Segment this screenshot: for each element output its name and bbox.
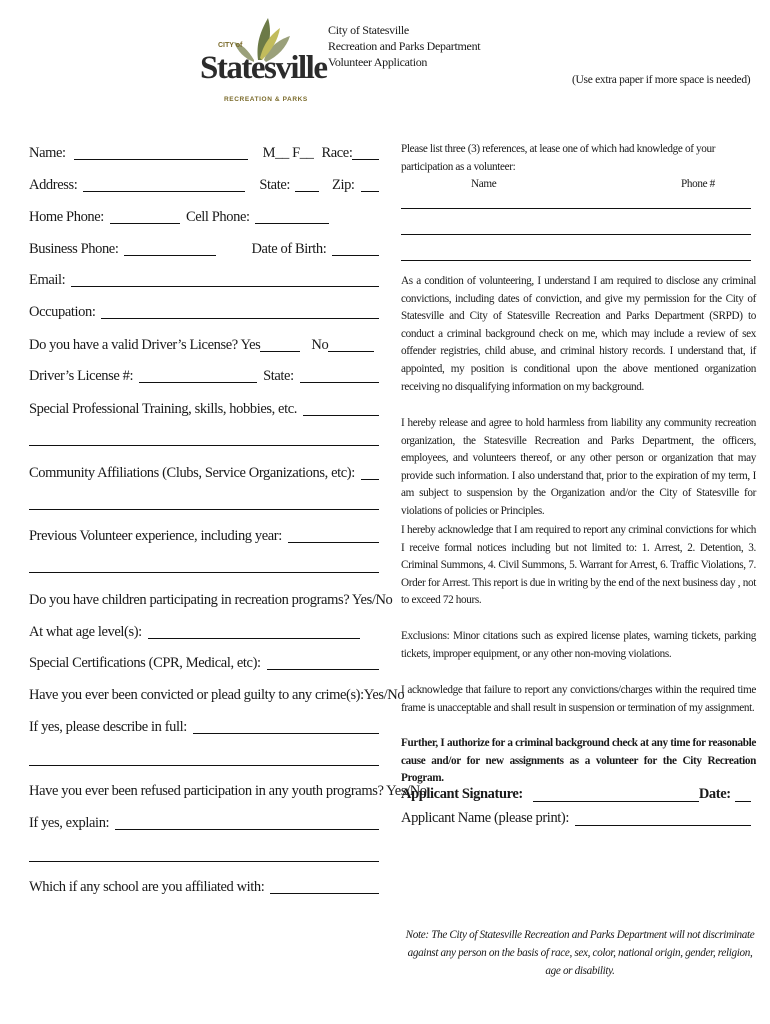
failure-paragraph: I acknowledge that failure to report any convictions/charges within the required time frame is unacceptable and shall result in suspension or termination of my assignment. bbox=[401, 684, 756, 714]
refused-question: Have you ever been refused participation in any youth programs? Yes/No bbox=[29, 783, 427, 799]
acknowledge-paragraph: I hereby acknowledge that I am required to report any criminal convictions for which I receive formal notices including but not limited to: 1. Arrest, 2. Detention, 3. Criminal Summons, 4. Civil Summons, 5. Warrant for Arrest, 6. Traffic Violations, 7. Order for Arrest. This report is due in writing by the end of the next business day , not to exceed 72 hours. bbox=[401, 524, 756, 607]
zip-field[interactable] bbox=[361, 177, 379, 192]
school-field[interactable] bbox=[270, 879, 379, 894]
training-field[interactable] bbox=[303, 401, 379, 416]
applicant-signature-field[interactable] bbox=[533, 787, 699, 802]
describe-field[interactable] bbox=[193, 719, 379, 734]
zip-label: Zip: bbox=[331, 177, 355, 193]
convicted-question: Have you ever been convicted or plead guilty to any crime(s):Yes/No bbox=[29, 687, 405, 703]
home-phone-field[interactable] bbox=[110, 209, 180, 224]
prev-volunteer-label: Previous Volunteer experience, including year: bbox=[29, 528, 282, 544]
license-number-label: Driver’s License #: bbox=[29, 368, 134, 384]
reference-line-3[interactable] bbox=[401, 260, 751, 261]
reference-line-2[interactable] bbox=[401, 234, 751, 235]
certifications-field[interactable] bbox=[267, 655, 379, 670]
authorize-paragraph: Further, I authorize for a criminal background check at any time for reasonable cause and/or for new assignments as a volunteer for the City Recreation Program. bbox=[401, 737, 756, 785]
gender-label: M__ F__ bbox=[262, 145, 314, 161]
reference-name-header: Name bbox=[471, 178, 497, 190]
statesville-logo bbox=[198, 14, 327, 110]
non-discrimination-note: Note: The City of Statesville Recreation and Parks Department will not discriminate against any person on the basis of race, sex, color, national origin, gender, religion, age or disability. bbox=[405, 929, 755, 977]
document-header bbox=[328, 22, 480, 70]
age-level-field[interactable] bbox=[148, 624, 360, 639]
training-field-line-2[interactable] bbox=[29, 445, 379, 446]
references-intro: Please list three (3) references, at lease one of which had knowledge of your participation as a volunteer: bbox=[401, 143, 716, 173]
business-phone-field[interactable] bbox=[124, 241, 216, 256]
business-phone-label: Business Phone: bbox=[29, 241, 119, 257]
cell-phone-label: Cell Phone: bbox=[185, 209, 250, 225]
license-no-label: No bbox=[311, 337, 329, 353]
release-paragraph: I hereby release and agree to hold harmless from liability any community recreation organization, the Statesville Recreation and Parks Department, the officers, employees, and volunteers thereof, or any other person or organization that may provide such information. I also understand that, prior to the expiration of my term, I am subject to suspension by the Organization and/or the City of Statesville for violations of policies or Principles. bbox=[401, 417, 756, 517]
certifications-label: Special Certifications (CPR, Medical, etc): bbox=[29, 655, 261, 671]
prev-volunteer-field-line-2[interactable] bbox=[29, 572, 379, 573]
applicant-name-label: Applicant Name (please print): bbox=[401, 810, 569, 826]
email-field[interactable] bbox=[71, 272, 379, 287]
name-label: Name: bbox=[29, 145, 66, 161]
applicant-name-field[interactable] bbox=[575, 811, 751, 826]
license-no-field[interactable] bbox=[328, 337, 374, 352]
age-level-label: At what age level(s): bbox=[29, 624, 142, 640]
name-field[interactable] bbox=[74, 145, 248, 160]
email-label: Email: bbox=[29, 272, 66, 288]
header-title: Volunteer Application bbox=[328, 55, 428, 69]
license-number-field[interactable] bbox=[139, 368, 257, 383]
training-label: Special Professional Training, skills, hobbies, etc. bbox=[29, 401, 297, 417]
logo-city-of: CITY of bbox=[218, 42, 243, 49]
home-phone-label: Home Phone: bbox=[29, 209, 104, 225]
affiliations-field-line-2[interactable] bbox=[29, 509, 379, 510]
condition-paragraph: As a condition of volunteering, I understand I am required to disclose any criminal convictions, including dates of conviction, and give my permission for the City of Statesville and City of Statesville Recreation and Parks Department (SRPD) to conduct a criminal background check on me, which may include a review of sex offender registries, child abuse, and criminal history records. I understand that, if appointed, my position is conditional upon the above mentioned organization receiving no disqualifying information on my background. bbox=[401, 275, 756, 393]
describe-label: If yes, please describe in full: bbox=[29, 719, 187, 735]
address-state-field[interactable] bbox=[295, 177, 319, 192]
affiliations-label: Community Affiliations (Clubs, Service Organizations, etc): bbox=[29, 465, 355, 481]
signature-date-label: Date: bbox=[698, 786, 731, 802]
explain-field-line-2[interactable] bbox=[29, 861, 379, 862]
license-state-label: State: bbox=[263, 368, 294, 384]
occupation-field[interactable] bbox=[101, 304, 379, 319]
address-label: Address: bbox=[29, 177, 78, 193]
prev-volunteer-field[interactable] bbox=[288, 528, 379, 543]
logo-tagline: RECREATION & PARKS bbox=[224, 96, 308, 103]
extra-paper-note: (Use extra paper if more space is needed) bbox=[572, 74, 751, 86]
school-label: Which if any school are you affiliated with: bbox=[29, 879, 265, 895]
dob-label: Date of Birth: bbox=[251, 241, 327, 257]
explain-field[interactable] bbox=[115, 815, 379, 830]
exclusions-paragraph: Exclusions: Minor citations such as expired license plates, warning tickets, parking tickets, improper equipment, or any other non-moving violations. bbox=[401, 630, 756, 660]
address-state-label: State: bbox=[259, 177, 290, 193]
dob-field[interactable] bbox=[332, 241, 379, 256]
reference-phone-header: Phone # bbox=[681, 178, 715, 190]
address-field[interactable] bbox=[83, 177, 245, 192]
logo-name: Statesville bbox=[200, 50, 327, 86]
applicant-signature-label: Applicant Signature: bbox=[401, 786, 523, 802]
reference-line-1[interactable] bbox=[401, 208, 751, 209]
explain-label: If yes, explain: bbox=[29, 815, 110, 831]
race-field[interactable] bbox=[352, 145, 379, 160]
occupation-label: Occupation: bbox=[29, 304, 96, 320]
header-city: City of Statesville bbox=[328, 23, 409, 37]
header-department: Recreation and Parks Department bbox=[328, 39, 481, 53]
license-yes-field[interactable] bbox=[260, 337, 300, 352]
children-question: Do you have children participating in recreation programs? Yes/No bbox=[29, 592, 393, 608]
race-label: Race: bbox=[321, 145, 353, 161]
signature-date-field[interactable] bbox=[735, 787, 751, 802]
describe-field-line-2[interactable] bbox=[29, 765, 379, 766]
cell-phone-field[interactable] bbox=[255, 209, 329, 224]
license-state-field[interactable] bbox=[300, 368, 379, 383]
drivers-license-question: Do you have a valid Driver’s License? Yes bbox=[29, 337, 261, 353]
affiliations-field[interactable] bbox=[361, 465, 379, 480]
